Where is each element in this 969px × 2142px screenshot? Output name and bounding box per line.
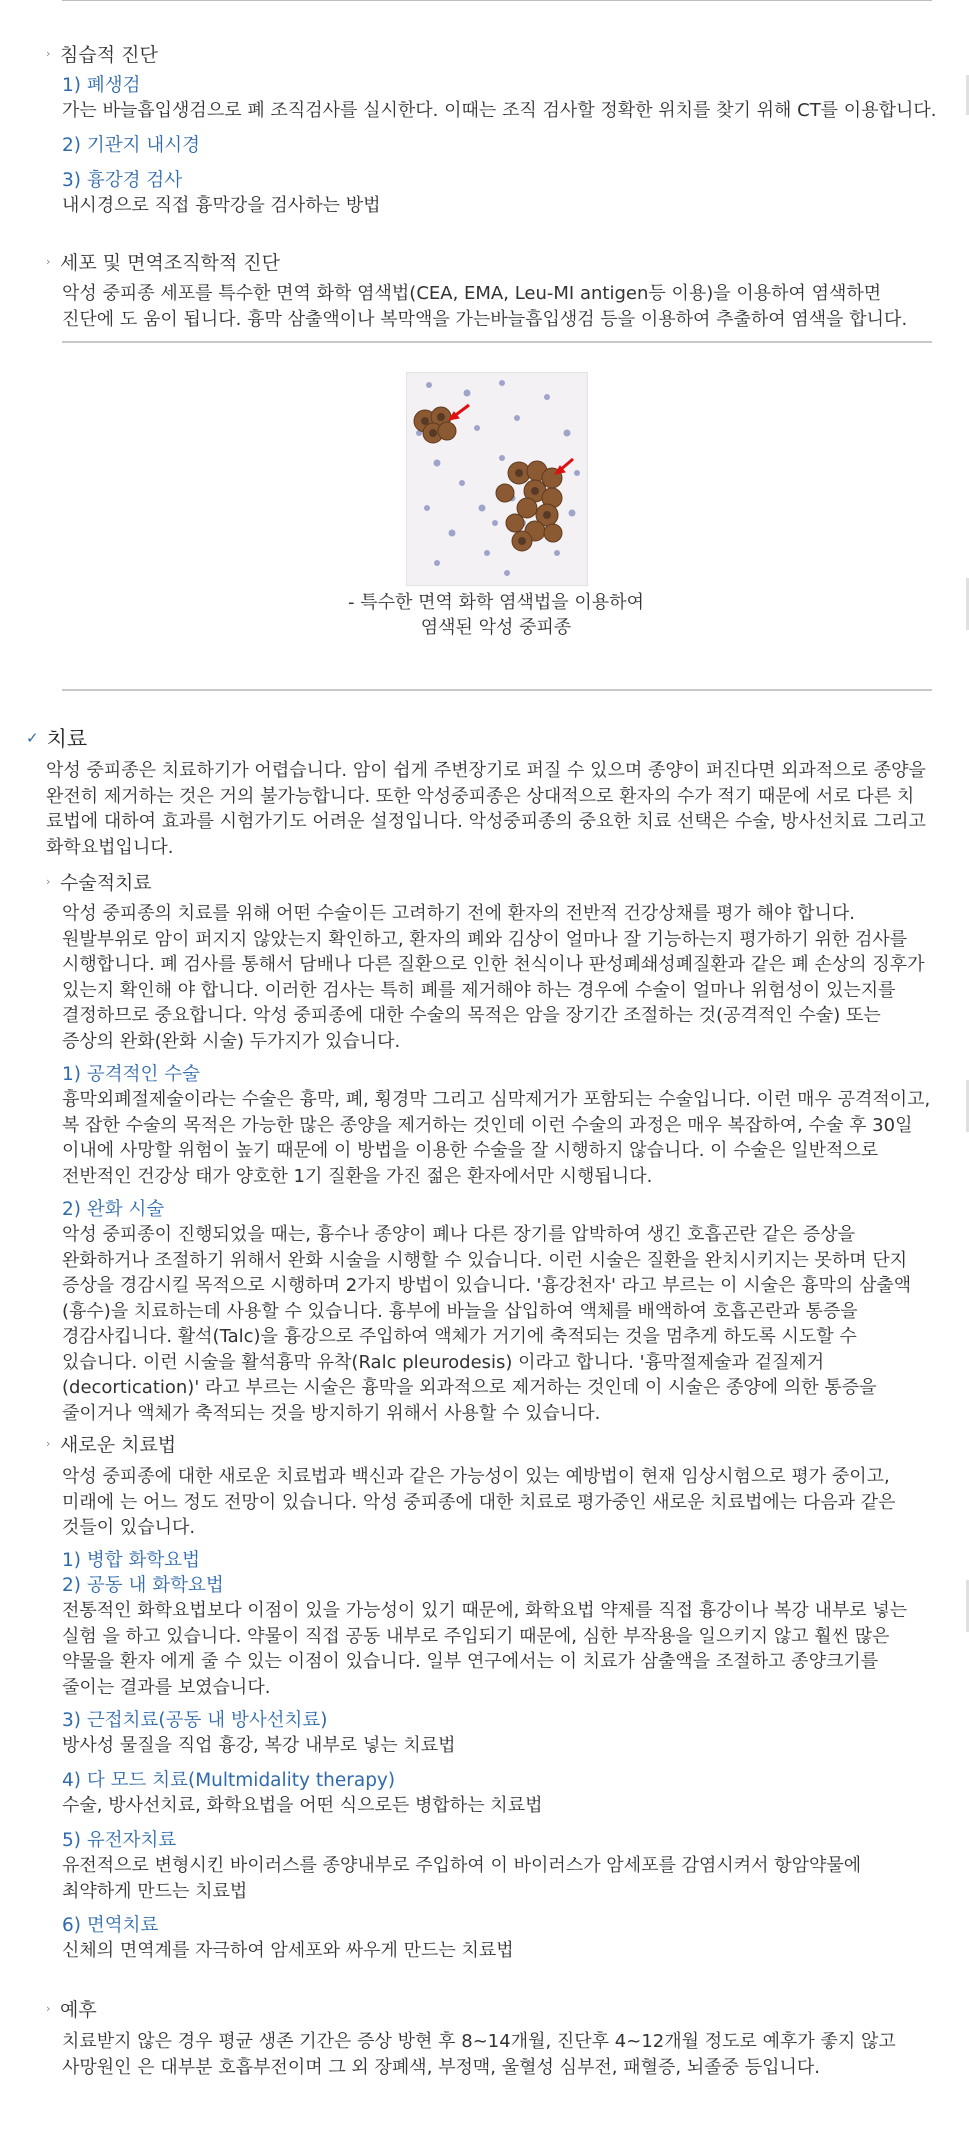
prognosis-text: 치료받지 않은 경우 평균 생존 기간은 증상 방현 후 8~14개월, 진단후 4~12개월 정도로 예후가 좋지 않고 사망원인 은 대부분 호흡부전이며 그 외 장폐색, 부정맥, 울혈성 심부전, 패혈증, 뇌졸중 등입니다. (62, 2031, 896, 2078)
stained-cells-micrograph-icon (406, 372, 588, 586)
lung-biopsy-title: 1) 폐생검 (62, 75, 141, 96)
section-heading-text: 예후 (60, 1999, 97, 2021)
treatment-heading-text: 치료 (46, 727, 88, 751)
section-heading (46, 40, 936, 67)
section-heading (46, 248, 280, 275)
bronchoscopy-title: 2) 기관지 내시경 (62, 135, 200, 156)
section-heading-text: 수술적치료 (60, 872, 152, 894)
section-heading-text: 새로운 치료법 (60, 1434, 177, 1456)
figure-caption-line2: 염색된 악성 중피종 (420, 617, 572, 638)
therapy-item-text: 신체의 면역계를 자극하여 암세포와 싸우게 만드는 치료법 (62, 1940, 514, 1961)
palliative-title: 2) 완화 시술 (62, 1199, 165, 1220)
new-therapy-text: 악성 중피종에 대한 새로운 치료법과 백신과 같은 가능성이 있는 예방법이 현재 임상시험으로 평가 중이고, 미래에 는 어느 정도 전망이 있습니다. 악성 중피종에 대한 치료로 평가중인 새로운 치료법에는 다음과 같은 것들이 있습니다. (62, 1466, 896, 1538)
invasive-diagnosis-section (46, 40, 936, 67)
chevron-right-icon: › (46, 47, 51, 60)
figure-caption-line1: - 특수한 면역 화학 염색법을 이용하여 (348, 592, 644, 613)
therapy-item-title: 3) 근접치료(공동 내 방사선치료) (62, 1710, 328, 1731)
chevron-right-icon: › (46, 1437, 51, 1450)
therapy-item-text: 전통적인 화학요법보다 이점이 있을 가능성이 있기 때문에, 화학요법 약제를 직접 흉강이나 복강 내부로 넣는 실험 을 하고 있습니다. 약물이 직접 공동 내부로 주입되기 때문에, 심한 부작용을 일으키지 않고 훨씬 많은 약물을 환자 에게 줄 수 있는 이점이 있습니다. 일부 연구에서는 이 치료가 삼출액을 조절하고 종양크기를 줄이는 결과를 보였습니다. (62, 1600, 908, 1698)
chevron-right-icon: › (46, 875, 51, 888)
cyto-text: 악성 중피종 세포를 특수한 면역 화학 염색법(CEA, EMA, Leu-MI antigen등 이용)을 이용하여 염색하면 진단에 도 움이 됩니다. 흉막 삼출액이나 복막액을 가는바늘흡입생검 등을 이용하여 추출하여 염색을 합니다. (62, 283, 908, 330)
divider (62, 341, 932, 343)
therapy-item-title: 2) 공동 내 화학요법 (62, 1575, 224, 1596)
section-heading (46, 1430, 176, 1457)
section-heading (46, 868, 152, 895)
section-heading-text: 침습적 진단 (60, 44, 158, 66)
section-heading (46, 1995, 97, 2022)
check-icon: ✓ (26, 729, 39, 747)
aggressive-surgery-text: 흉막외폐절제술이라는 수술은 흉막, 폐, 횡경막 그리고 심막제거가 포함되는 수술입니다. 이런 매우 공격적이고, 복 잡한 수술의 목적은 가능한 많은 종양을 제거하는 것인데 이런 수술의 과정은 매우 복잡하여, 수술 후 30일 이내에 사망할 위험이 높기 때문에 이 방법을 이용한 수술을 잘 시행하지 않습니다. 이 수술은 일반적으로 전반적인 건강상 태가 양호한 1기 질환을 가진 젊은 환자에서만 시행됩니다. (62, 1089, 931, 1187)
therapy-item-title: 6) 면역치료 (62, 1915, 159, 1936)
therapy-item-title: 5) 유전자치료 (62, 1830, 177, 1851)
palliative-text: 악성 중피종이 진행되었을 때는, 흉수나 종양이 폐나 다른 장기를 압박하여 생긴 호흡곤란 같은 증상을 완화하거나 조절하기 위해서 완화 시술을 시행할 수 있습니다. 이런 시술은 질환을 완치시키지는 못하며 단지 증상을 경감시킬 목적으로 시행하며 2가지 방법이 있습니다. '흉강천자' 라고 부르는 이 시술은 흉막의 삼출액(흉수)을 치료하는데 사용할 수 있습니다. 흉부에 바늘을 삽입하여 액체를 배액하여 호흡곤란과 통증을 경감사킵니다. 활석(Talc)을 흉강으로 주입하여 액체가 거기에 축적되는 것을 멈추게 하도록 시도할 수 있습니다. 이런 시술을 활석흉막 유착(Ralc pleurodesis) 이라고 합니다. '흉막절제술과 겉질제거(decortication)' 라고 부르는 시술은 흉막을 외과적으로 제거하는 것인데 이 시술은 종양에 의한 통증을 줄이거나 액체가 축적되는 것을 방지하기 위해서 사용할 수 있습니다. (62, 1224, 912, 1424)
therapy-item-text: 유전적으로 변형시킨 바이러스를 종양내부로 주입하여 이 바이러스가 암세포를 감염시켜서 항암약물에 최약하게 만드는 치료법 (62, 1855, 862, 1902)
thoracoscopy-text: 내시경으로 직접 흉막강을 검사하는 방법 (62, 195, 381, 216)
therapy-item-title: 4) 다 모드 치료(Multmidality therapy) (62, 1770, 396, 1791)
chevron-right-icon: › (46, 255, 51, 268)
treatment-heading (26, 723, 87, 753)
treatment-intro: 악성 중피종은 치료하기가 어렵습니다. 암이 쉽게 주변장기로 퍼질 수 있으며 종양이 퍼진다면 외과적으로 종양을 완전히 제거하는 것은 거의 불가능합니다. 또한 악성중피종은 상대적으로 환자의 수가 적기 때문에 서로 다른 치 료법에 대하여 효과를 시험가기도 어려운 설정입니다. 악성중피종의 중요한 치료 선택은 수술, 방사선치료 그리고 화학요법입니다. (46, 760, 926, 858)
lung-biopsy-text: 가는 바늘흡입생검으로 폐 조직검사를 실시한다. 이때는 조직 검사할 정확한 위치를 찾기 위해 CT를 이용합니다. (62, 100, 937, 121)
aggressive-surgery-title: 1) 공격적인 수술 (62, 1064, 200, 1085)
section-heading-text: 세포 및 면역조직학적 진단 (60, 252, 281, 274)
divider (62, 689, 932, 691)
therapy-item-text: 방사성 물질을 직업 흉강, 복강 내부로 넣는 치료법 (62, 1735, 456, 1756)
thoracoscopy-title: 3) 흉강경 검사 (62, 170, 183, 191)
therapy-item-title: 1) 병합 화학요법 (62, 1550, 200, 1571)
therapy-item-text: 수술, 방사선치료, 화학요법을 어떤 식으로든 병합하는 치료법 (62, 1795, 543, 1816)
chevron-right-icon: › (46, 2002, 51, 2015)
divider (62, 0, 932, 1)
surgery-text: 악성 중피종의 치료를 위해 어떤 수술이든 고려하기 전에 환자의 전반적 건강상채를 평가 해야 합니다. 원발부위로 암이 퍼지지 않았는지 확인하고, 환자의 폐와 김상이 얼마나 잘 기능하는지 평가하기 위한 검사를 시행합니다. 폐 검사를 통해서 담배나 다른 질환으로 인한 천식이나 판성폐쇄성폐질환과 같은 폐 손상의 징후가 있는지 확인해 야 합니다. 이러한 검사는 특히 폐를 제거해야 하는 경우에 수술이 얼마나 위험성이 있는지를 결정하므로 중요합니다. 악성 중피종에 대한 수술의 목적은 암을 장기간 조절하는 것(공격적인 수술) 또는 증상의 완화(완화 시술) 두가지가 있습니다. (62, 903, 925, 1052)
